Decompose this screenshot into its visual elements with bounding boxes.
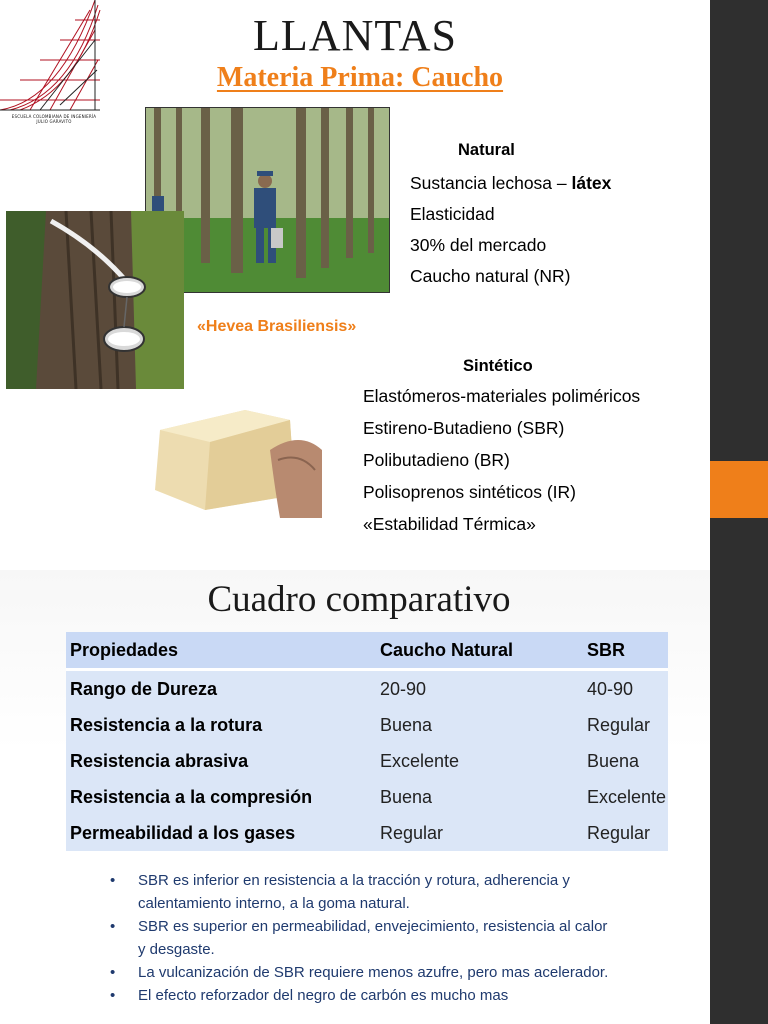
column-header: Caucho Natural (376, 632, 583, 670)
table-cell: Buena (380, 786, 433, 807)
table-header-row (66, 632, 668, 670)
table-cell: 40-90 (587, 678, 634, 699)
table-cell: Permeabilidad a los gases (70, 822, 296, 843)
conclusions-list (110, 869, 610, 1007)
list-item (410, 199, 611, 230)
list-item (410, 168, 611, 199)
table-cell: 20-90 (380, 678, 427, 699)
natural-heading: Natural (458, 141, 515, 159)
slide-title: LLANTAS (253, 11, 457, 60)
table-cell: Resistencia a la rotura (70, 714, 263, 735)
list-item-text: Sustancia lechosa – (410, 173, 572, 193)
bullet-item: • La vulcanización de SBR requiere menos azufre, pero mas acelerador. (110, 961, 610, 984)
table-cell: Excelente (380, 750, 460, 771)
bullet-item: • El efecto reforzador del negro de carbón es mucho mas (110, 984, 610, 1007)
table-cell: Regular (587, 822, 651, 843)
list-item: Polisoprenos sintéticos (IR) (363, 482, 576, 502)
table-cell: Resistencia a la compresión (70, 786, 313, 807)
list-item (410, 261, 611, 292)
comparison-table (66, 632, 668, 851)
list-item: Estireno-Butadieno (SBR) (363, 418, 565, 438)
list-item-text: Caucho natural (NR) (410, 266, 571, 286)
list-item (410, 230, 611, 261)
list-item: Polibutadieno (BR) (363, 450, 510, 470)
list-item: «Estabilidad Térmica» (363, 514, 536, 534)
latex-tapping-photo (6, 211, 184, 389)
table-cell: Excelente (587, 786, 667, 807)
latex-emphasis: látex (571, 173, 612, 193)
list-item: Elastómeros-materiales poliméricos (363, 386, 641, 406)
bullet-item: • SBR es inferior en resistencia a la tracción y rotura, adherencia y calentamiento interno, a la goma natural. (110, 869, 610, 915)
comparison-title: Cuadro comparativo (207, 579, 511, 620)
list-item-text: 30% del mercado (410, 235, 547, 255)
table-row (66, 815, 668, 851)
synthetic-rubber-photo (150, 390, 322, 518)
table-cell: Buena (587, 750, 640, 771)
species-label: «Hevea Brasiliensis» (197, 318, 357, 335)
table-row (66, 670, 668, 708)
sidebar-accent-block (710, 461, 768, 518)
table-cell: Buena (380, 714, 433, 735)
slide-subtitle: Materia Prima: Caucho (216, 62, 504, 93)
table-row (66, 707, 668, 743)
natural-properties-list (410, 168, 611, 292)
table-cell: Resistencia abrasiva (70, 750, 249, 771)
sintetico-properties-list (363, 380, 640, 540)
table-cell: Regular (587, 714, 651, 735)
column-header: SBR (583, 632, 668, 670)
bullet-item: • SBR es superior en permeabilidad, envejecimiento, resistencia al calor y desgaste. (110, 915, 610, 961)
table-row (66, 779, 668, 815)
sintetico-heading: Sintético (463, 357, 533, 375)
column-header: Propiedades (66, 632, 376, 670)
table-cell: Regular (380, 822, 444, 843)
table-cell: Rango de Dureza (70, 678, 218, 699)
table-row (66, 743, 668, 779)
list-item-text: Elasticidad (410, 204, 495, 224)
logo-caption-line1: ESCUELA COLOMBIANA DE INGENIERÍA (11, 114, 97, 119)
logo-caption-line2: JULIO GARAVITO (36, 119, 72, 124)
